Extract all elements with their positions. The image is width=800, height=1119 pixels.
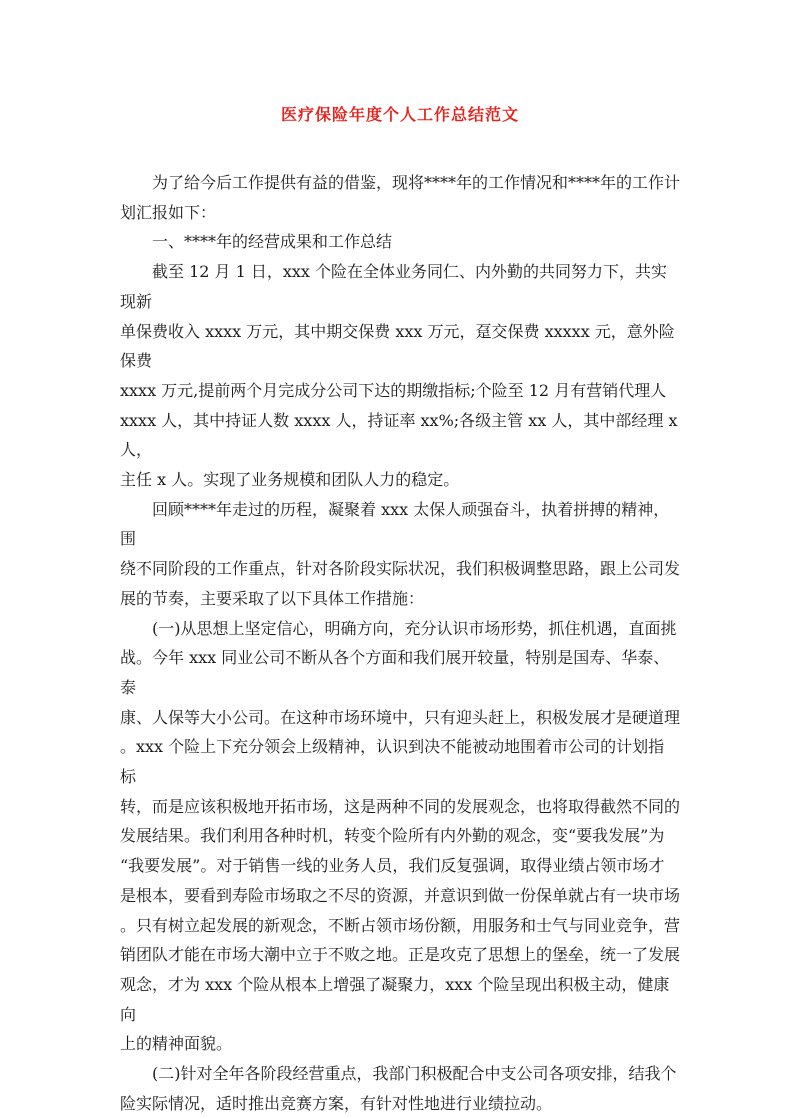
- paragraph-measure-1: (一)从思想上坚定信心，明确方向，充分认识市场形势，抓住机遇，直面挑 战。今年 xxx 同业公司不断从各个方面和我们展开较量，特别是国寿、华泰、泰 康、人保等大小公司。在这种市场环境中，只有迎头赶上，积极发展才是硬道理 。xxx 个险上下充分领会上级精神，认识到决不能被动地围着市公司的计划指标 转，而是应该积极地开拓市场，这是两种不同的发展观念，也将取得截然不同的 发展结果。我们利用各种时机，转变个险所有内外勤的观念，变“要我发展”为 “我要发展”。对于销售一线的业务人员，我们反复强调，取得业绩占领市场才 是根本，要看到寿险市场取之不尽的资源，并意识到做一份保单就占有一块市场 。只有树立起发展的新观念，不断占领市场份额，用服务和士气与同业竞争，营 销团队才能在市场大潮中立于不败之地。正是攻克了思想上的堡垒，统一了发展 观念，才为 xxx 个险从根本上增强了凝聚力，xxx 个险呈现出积极主动，健康向 上的精神面貌。: [120, 618, 681, 1054]
- paragraph-review: 回顾****年走过的历程，凝聚着 xxx 太保人顽强奋斗，执着拼搏的精神，围 绕不同阶段的工作重点，针对各阶段实际状况，我们积极调整思路，跟上公司发 展的节奏，主要采取了以下具体工作措施：: [120, 499, 681, 608]
- paragraph-measure-2: (二)针对全年各阶段经营重点，我部门积极配合中支公司各项安排，结我个 险实际情况，适时推出竞赛方案，有针对性地进行业绩拉动。: [120, 1064, 677, 1113]
- section-heading-1: 一、****年的经营成果和工作总结: [120, 232, 393, 252]
- document-title: 医疗保险年度个人工作总结范文: [280, 105, 519, 124]
- document-body: [120, 168, 680, 1119]
- paragraph-intro: 为了给今后工作提供有益的借鉴，现将****年的工作情况和****年的工作计 划汇报如下：: [120, 173, 681, 222]
- paragraph-results: 截至 12 月 1 日，xxx 个险在全体业务同仁、内外勤的共同努力下，共实现新 单保费收入 xxxx 万元，其中期交保费 xxx 万元，趸交保费 xxxxx 元，意外险保费 xxxx 万元,提前两个月完成分公司下达的期缴指标;个险至 12 月有营销代理人 xxxx 人，其中持证人数 xxxx 人，持证率 xx%;各级主管 xx 人，其中部经理 x 人， 主任 x 人。实现了业务规模和团队人力的稳定。: [120, 262, 678, 490]
